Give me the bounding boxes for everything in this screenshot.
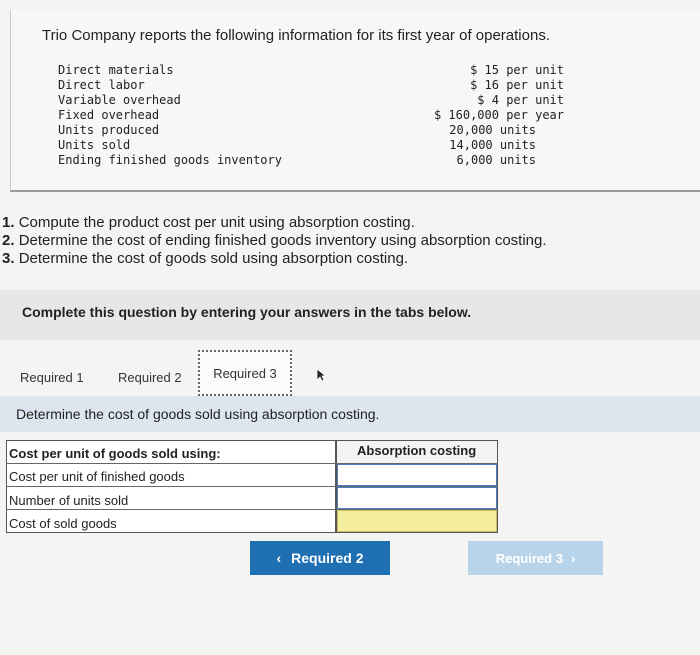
tab-required-2[interactable]: Required 2 [118,370,182,385]
table-row [58,78,564,93]
next-required-button[interactable] [468,541,603,575]
question-item [2,232,547,250]
tab-required-3[interactable] [198,350,292,396]
table-row [58,123,564,138]
row-label-units-sold: Number of units sold [9,493,129,508]
row-label: Ending finished goods inventory [58,153,282,167]
tab-label: Required 3 [213,365,277,381]
question-number: 2. [2,232,15,249]
prompt-text: Determine the cost of goods sold using absorption costing. [16,406,380,422]
cost-per-unit-input[interactable] [337,464,497,486]
row-value: 6,000 units [456,153,536,167]
absorption-costing-header: Absorption costing [357,443,477,458]
table-row [58,138,564,153]
row-label-cost-of-sold-goods: Cost of sold goods [9,516,117,531]
question-item [2,214,547,232]
question-list [2,214,547,268]
row-label-cost-per-unit: Cost per unit of finished goods [9,469,185,484]
row-value: 20,000 units [449,123,536,137]
question-number: 1. [2,214,15,231]
cost-of-sold-goods-input[interactable] [337,510,497,532]
row-label: Direct labor [58,78,145,92]
question-text: Determine the cost of ending finished goods inventory using absorption costing. [18,232,547,249]
question-text: Determine the cost of goods sold using absorption costing. [18,250,409,267]
row-label: Variable overhead [58,93,181,107]
table-row [58,108,564,123]
question-item [2,250,547,268]
row-label: Direct materials [58,63,174,77]
row-label: Units produced [58,123,160,137]
previous-required-button[interactable] [250,541,390,575]
chevron-left-icon: ‹ [276,550,282,566]
mouse-cursor-icon [316,368,326,382]
question-text: Compute the product cost per unit using absorption costing. [18,214,415,231]
table-row [58,63,564,78]
table-row [58,153,564,168]
table-row [58,93,564,108]
row-value: $ 16 per unit [470,78,564,92]
instruction-text: Complete this question by entering your answers in the tabs below. [22,304,472,320]
row-value: $ 160,000 per year [433,108,564,122]
row-value: $ 4 per unit [477,93,564,107]
row-label: Fixed overhead [58,108,160,122]
previous-button-label: Required 2 [291,550,364,566]
next-button-label: Required 3 [495,550,563,566]
row-label: Units sold [58,138,131,152]
cost-data-table [58,63,564,168]
chevron-right-icon: › [570,550,576,566]
units-sold-input[interactable] [337,487,497,509]
tab-required-1[interactable]: Required 1 [20,370,84,385]
row-value: $ 15 per unit [470,63,564,77]
row-value: 14,000 units [449,138,536,152]
question-number: 3. [2,250,15,267]
answer-table-header: Cost per unit of goods sold using: [9,446,221,461]
intro-text: Trio Company reports the following information for its first year of operations. [42,27,550,44]
